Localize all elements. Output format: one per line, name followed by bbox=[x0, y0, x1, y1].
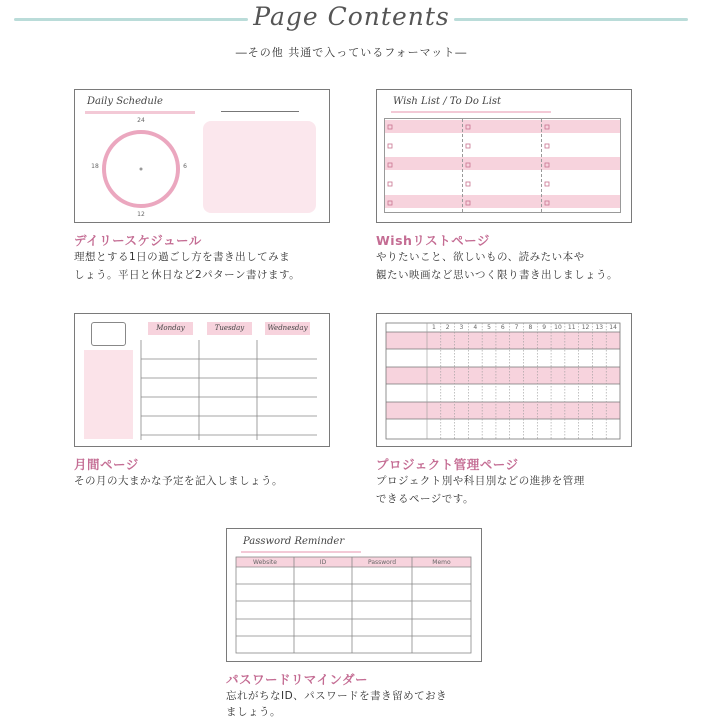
password-col-memo: Memo bbox=[432, 559, 451, 566]
daily-card-title: Daily Schedule bbox=[87, 96, 163, 107]
password-col-id: ID bbox=[319, 559, 327, 566]
wish-list-card bbox=[376, 89, 632, 223]
wish-card-title: Wish List / To Do List bbox=[393, 96, 502, 107]
wish-checkboxes bbox=[377, 90, 633, 224]
daily-name-line bbox=[221, 111, 299, 112]
clock-label-left: 18 bbox=[91, 163, 99, 170]
project-col-label: 2 bbox=[445, 324, 450, 331]
project-col-label: 10 bbox=[554, 324, 562, 331]
monthly-section-title: 月間ページ bbox=[74, 457, 139, 472]
password-grid-lines bbox=[227, 529, 483, 663]
project-col-label: 9 bbox=[542, 324, 547, 331]
project-col-label: 5 bbox=[487, 324, 491, 331]
daily-title-underline bbox=[85, 111, 195, 114]
project-col-label: 11 bbox=[567, 324, 576, 331]
daily-section-title: デイリースケジュール bbox=[74, 233, 202, 248]
project-card bbox=[376, 313, 632, 447]
project-col-label: 14 bbox=[609, 324, 617, 331]
password-col-website: Website bbox=[253, 559, 277, 566]
password-col-password: Password bbox=[367, 559, 397, 566]
clock-label-top: 24 bbox=[137, 117, 145, 124]
project-col-label: 7 bbox=[514, 324, 519, 331]
password-card bbox=[226, 528, 482, 662]
password-card-title: Password Reminder bbox=[243, 536, 345, 547]
day-label-wednesday: Wednesday bbox=[265, 322, 310, 335]
project-grid bbox=[377, 314, 633, 448]
project-col-label: 3 bbox=[459, 324, 464, 331]
project-col-label: 6 bbox=[500, 324, 505, 331]
project-col-label: 1 bbox=[431, 324, 436, 331]
project-section-title: プロジェクト管理ページ bbox=[376, 457, 519, 472]
page-title: Page Contents bbox=[253, 2, 450, 31]
wish-desc-line2: 観たい映画など思いつく限り書き出しましょう。 bbox=[376, 269, 618, 281]
project-desc-line2: できるページです。 bbox=[376, 493, 474, 505]
clock-face bbox=[91, 117, 191, 221]
page-subtitle: ―その他 共通で入っているフォーマット― bbox=[235, 46, 468, 59]
project-col-label: 12 bbox=[581, 324, 590, 331]
clock-label-bottom: 12 bbox=[137, 211, 145, 218]
project-col-label: 8 bbox=[528, 324, 533, 331]
day-label-monday: Monday bbox=[148, 322, 193, 335]
monthly-card bbox=[74, 313, 330, 447]
project-desc-line1: プロジェクト別や科目別などの進捗を管理 bbox=[376, 475, 585, 487]
monthly-desc-line1: その月の大まかな予定を記入しましょう。 bbox=[74, 475, 283, 487]
password-desc-line2: ましょう。 bbox=[226, 706, 281, 718]
daily-desc-line1: 理想とする1日の過ごし方を書き出してみま bbox=[74, 251, 291, 263]
daily-note-box bbox=[203, 121, 316, 213]
clock-label-right: 6 bbox=[183, 163, 187, 170]
monthly-grid-lines bbox=[75, 314, 331, 448]
password-desc-line1: 忘れがちなID、パスワードを書き留めておき bbox=[226, 690, 448, 702]
project-col-label: 4 bbox=[473, 324, 478, 331]
wish-desc-line1: やりたいこと、欲しいもの、読みたい本や bbox=[376, 251, 585, 263]
project-col-label: 13 bbox=[595, 324, 604, 331]
day-label-tuesday: Tuesday bbox=[207, 322, 252, 335]
wish-section-title: Wishリストページ bbox=[376, 233, 490, 248]
daily-desc-line2: しょう。平日と休日など2パターン書けます。 bbox=[74, 269, 301, 281]
daily-schedule-card bbox=[74, 89, 330, 223]
password-section-title: パスワードリマインダー bbox=[226, 672, 369, 687]
